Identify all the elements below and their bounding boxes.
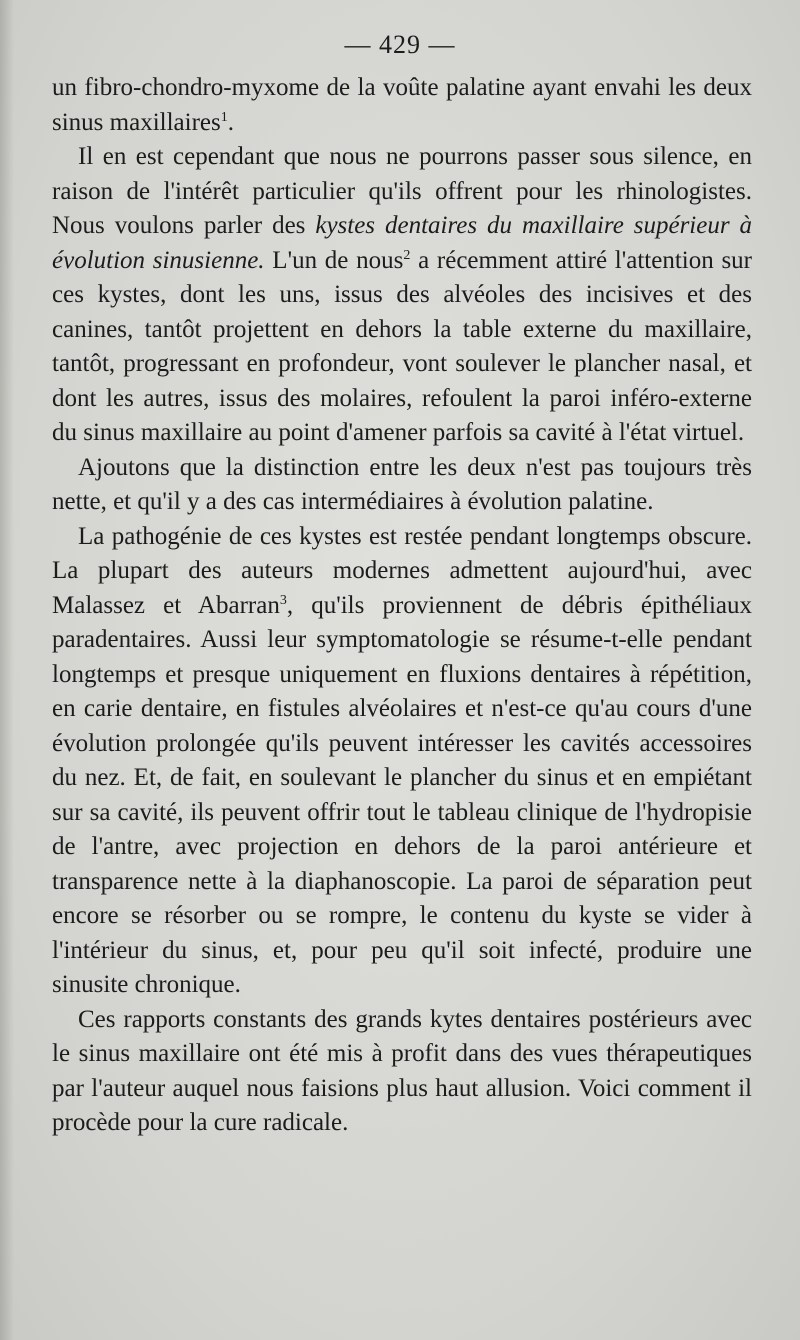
paragraph-2-before: Il en est cependant que nous ne pourrons passer sous silence, en raison de l'intérêt particulier qu'ils offrent pour les rhinologistes. Nous voulons parler des: [52, 143, 752, 239]
footnote-ref-2[interactable]: 2: [403, 247, 411, 263]
paragraph-1-text: un fibro-chondro-myxome de la voûte palatine ayant envahi les deux sinus maxillaires: [52, 74, 752, 136]
paragraph-2-middle: L'un de nous: [264, 246, 404, 274]
paragraph-5: Ces rapports constants des grands kytes dentaires postérieurs avec le sinus maxillaire ont été mis à profit dans des vues thérapeutiques par l'auteur auquel nous faisions plus haut allusion. Voici comment il procède pour la cure radicale.: [52, 1005, 752, 1136]
paragraph-4: [52, 520, 752, 1003]
paragraph-2-italic: kystes dentaires du maxillaire supérieur à évolution sinusienne.: [52, 212, 753, 274]
body-text: [52, 71, 752, 1141]
paragraph-1-end: .: [227, 108, 234, 136]
paragraph-2: [52, 140, 752, 451]
footnote-ref-3[interactable]: 3: [279, 592, 287, 608]
paragraph-3: Ajoutons que la distinction entre les deux n'est pas toujours très nette, et qu'il y a des cas intermédiaires à évolution palatine.: [52, 453, 752, 515]
footnote-ref-1[interactable]: 1: [220, 109, 228, 125]
paragraph-4-before: La pathogénie de ces kystes est restée pendant longtemps obscure. La plupart des auteurs modernes admettent aujourd'hui, avec Malassez et Abarran: [52, 522, 752, 619]
page-number: — 429 —: [344, 30, 456, 59]
paragraph-4-after: , qu'ils proviennent de débris épithéliaux paradentaires. Aussi leur symptomatologie se résume-t-elle pendant longtemps et presque uniquement en fluxions dentaires à répétition, en carie dentaire, en fistules alvéolaires et n'est-ce qu'au cours d'une évolution prolongée qu'ils peuvent intéresser les cavités accessoires du nez. Et, de fait, en soulevant le plancher du sinus et en empiétant sur sa cavité, ils peuvent offrir tout le tableau clinique de l'hydropisie de l'antre, avec projection en dehors de la paroi antérieure et transparence nette à la diaphanoscopie. La paroi de séparation peut encore se résorber ou se rompre, le contenu du kyste se vider à l'intérieur du sinus, et, pour peu qu'il soit infecté, produire une sinusite chronique.: [52, 591, 752, 998]
paragraph-2-after: a récemment attiré l'attention sur ces kystes, dont les uns, issus des alvéoles des incisives et des canines, tantôt projettent en dehors la table externe du maxillaire, tantôt, progressant en profondeur, vont soulever le plancher nasal, et dont les autres, issus des molaires, refoulent la paroi inféro-externe du sinus maxillaire au point d'amener parfois sa cavité à l'état virtuel.: [52, 246, 752, 446]
paragraph-1: [52, 71, 752, 140]
